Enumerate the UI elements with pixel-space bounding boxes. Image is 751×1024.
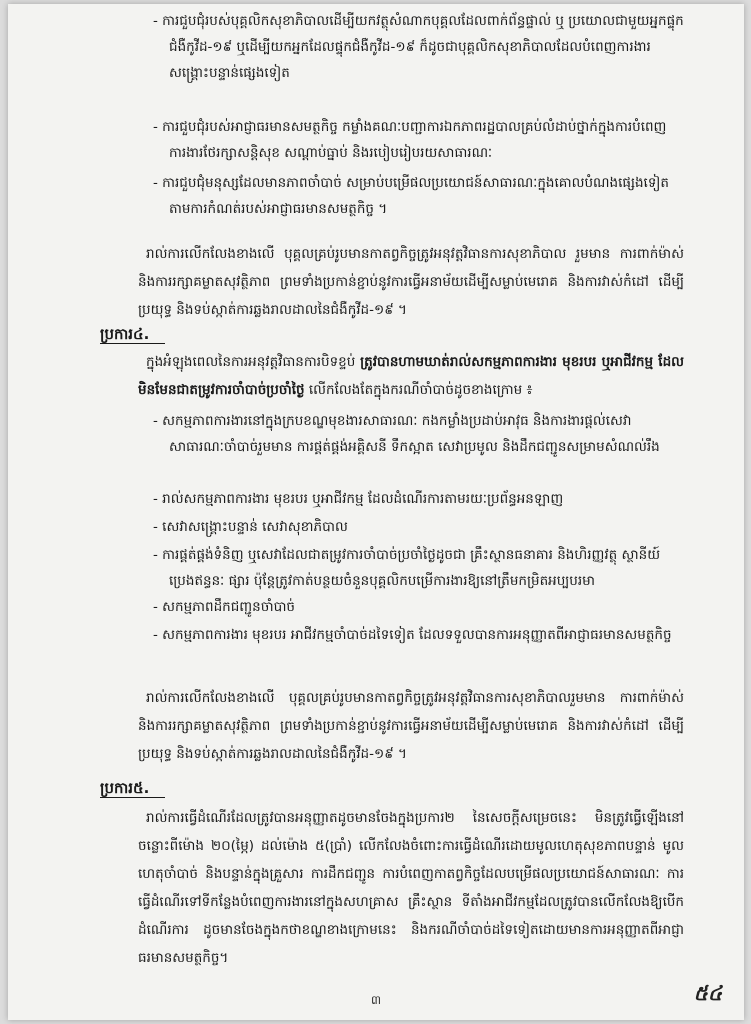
exception-paragraph-1: រាល់ការលើកលែងខាងលើ បុគ្គលគ្រប់រូបមានកាតព្វកិច្ចត្រូវអនុវត្តវិធានការសុខាភិបាល រួមមាន ការពាក់ម៉ាស់ និងការរក្សាគម្លាតសុវត្ថិភាព ព្រមទាំងប្រកាន់ខ្ជាប់នូវការធ្វើអនាម័យដើម្បីសម្លាប់មេរោគ និងការវាស់កំដៅ ដើម្បីប្រយុទ្ធ និងទប់ស្កាត់ការឆ្លងរាលដាលនៃជំងឺកូវីដ-១៩ ។ <box>138 246 684 318</box>
bullet-public-services: - សកម្មភាពការងារនៅក្នុងក្របខណ្ឌមុខងារសាធារណៈ កងកម្លាំងប្រដាប់អាវុធ និងការងារផ្ដល់សេវាសាធារណៈចាំបាច់រួមមាន ការផ្គត់ផ្គង់អគ្គិសនី ទឹកស្អាត សេវាប្រមូល និងដឹកជញ្ជូនសម្រាមសំណល់រឹង <box>153 413 660 455</box>
article-5-title: ប្រការ៥. <box>100 779 165 798</box>
article-4-intro-plain: ក្នុងអំឡុងពេលនៃការអនុវត្តវិធានការបិទខ្ទប់ <box>146 354 361 370</box>
bullet-other-authorized: - សកម្មភាពការងារ មុខរបរ អាជីវកម្មចាំបាច់ដទៃទៀត ដែលទទួលបានការអនុញ្ញាតពីអាជ្ញាធរមានសមត្ថកិច្ច <box>153 627 672 643</box>
bullet-transport: - សកម្មភាពដឹកជញ្ជូនចាំបាច់ <box>153 599 295 615</box>
document-page <box>8 4 744 1020</box>
bullet-authorities: - ការជួបជុំរបស់អាជ្ញាធរមានសមត្ថកិច្ច កម្លាំងគណៈបញ្ជាការឯកភាពរដ្ឋបាលគ្រប់លំដាប់ថ្នាក់ក្នុងការបំពេញការងារថែរក្សាសន្តិសុខ សណ្ដាប់ធ្នាប់ និងរបៀបរៀបរយសាធារណៈ <box>153 119 667 161</box>
article-4-title: ប្រការ៤. <box>100 325 165 344</box>
article-4-intro-bold: ត្រូវបានហាមឃាត់រាល់សកម្មភាពការងារ មុខរបរ ឬអាជីវកម្ម ដែលមិនមែនជាតម្រូវការចាំបាច់ប្រចាំថ្ងៃ <box>138 354 684 398</box>
article-5-heading <box>100 776 165 800</box>
bullet-online-business: - រាល់សកម្មភាពការងារ មុខរបរ ឬអាជីវកម្ម ដែលដំណើរការតាមរយៈប្រព័ន្ធអនឡាញ <box>153 491 564 507</box>
page-number: ៣ <box>370 993 382 1007</box>
corner-page-number: ៥៤ <box>693 981 722 1005</box>
bullet-daily-supplies: - ការផ្គត់ផ្គង់ទំនិញ ឬសេវាដែលជាតម្រូវការចាំបាច់ប្រចាំថ្ងៃដូចជា គ្រឹះស្ថានធនាគារ និងហិរញ្ញវត្ថុ ស្ថានីយ៍ប្រេងឥន្ធនៈ ផ្សារ ប៉ុន្តែត្រូវកាត់បន្ថយចំនួនបុគ្គលិកបម្រើការងារឱ្យនៅត្រឹមកម្រិតអប្បបរមា <box>153 547 661 589</box>
article-5-text: រាល់ការធ្វើដំណើរដែលត្រូវបានអនុញ្ញាតដូចមានចែងក្នុងប្រការ២ នៃសេចក្ដីសម្រេចនេះ មិនត្រូវធ្វើឡើងនៅចន្លោះពីម៉ោង ២០(ម្ភៃ) ដល់ម៉ោង ៥(ប្រាំ) លើកលែងចំពោះការធ្វើដំណើរដោយមូលហេតុសុខភាពបន្ទាន់ មូលហេតុចាំបាច់ និងបន្ទាន់ក្នុងគ្រួសារ ការដឹកជញ្ជូន ការបំពេញកាតព្វកិច្ចដែលបម្រើផលប្រយោជន៍សាធារណៈ ការធ្វើដំណើរទៅទីកន្លែងបំពេញការងារនៅក្នុងសហគ្រាស គ្រឹះស្ថាន ទីតាំងអាជីវកម្មដែលត្រូវបានលើកលែងឱ្យបើកដំណើរការ ដូចមានចែងក្នុងកថាខណ្ឌខាងក្រោមនេះ និងករណីចាំបាច់ដទៃទៀតដោយមានការអនុញ្ញាតពីអាជ្ញាធរមានសមត្ថកិច្ច។ <box>138 810 684 966</box>
article-4-heading <box>100 322 165 346</box>
article-4-intro-tail: លើកលែងតែក្នុងករណីចាំបាច់ដូចខាងក្រោម ៖ <box>304 382 533 398</box>
exception-paragraph-2: រាល់ការលើកលែងខាងលើ បុគ្គលគ្រប់រូបមានកាតព្វកិច្ចត្រូវអនុវត្តវិធានការសុខាភិបាលរួមមាន ការពាក់ម៉ាស់ និងការរក្សាគម្លាតសុវត្ថិភាព ព្រមទាំងប្រកាន់ខ្ជាប់នូវការធ្វើអនាម័យដើម្បីសម្លាប់មេរោគ និងការវាស់កំដៅ ដើម្បីប្រយុទ្ធ និងទប់ស្កាត់ការឆ្លងរាលដាលនៃជំងឺកូវីដ-១៩ ។ <box>138 690 684 762</box>
bullet-necessary-gatherings: - ការជួបជុំមនុស្សដែលមានភាពចាំបាច់ សម្រាប់បម្រើផលប្រយោជន៍សាធារណៈក្នុងគោលបំណងផ្សេងទៀតតាមការកំណត់របស់អាជ្ញាធរមានសមត្ថកិច្ច ។ <box>153 175 669 217</box>
bullet-emergency-health: - សេវាសង្គ្រោះបន្ទាន់ សេវាសុខាភិបាល <box>153 519 348 535</box>
article-4-intro <box>138 348 684 404</box>
bullet-medical-staff: - ការជួបជុំរបស់បុគ្គលិកសុខាភិបាលដើម្បីយកវត្ថុសំណាកបុគ្គលដែលពាក់ព័ន្ធផ្ទាល់ ឬ ប្រយោលជាមួយអ្នកផ្ទុកជំងឺកូវីដ-១៩ ឬដើម្បីយកអ្នកដែលផ្ទុកជំងឺកូវីដ-១៩ ក៏ដូចជាបុគ្គលិកសុខាភិបាលដែលបំពេញការងារសង្គ្រោះបន្ទាន់ផ្សេងទៀត <box>153 13 684 81</box>
